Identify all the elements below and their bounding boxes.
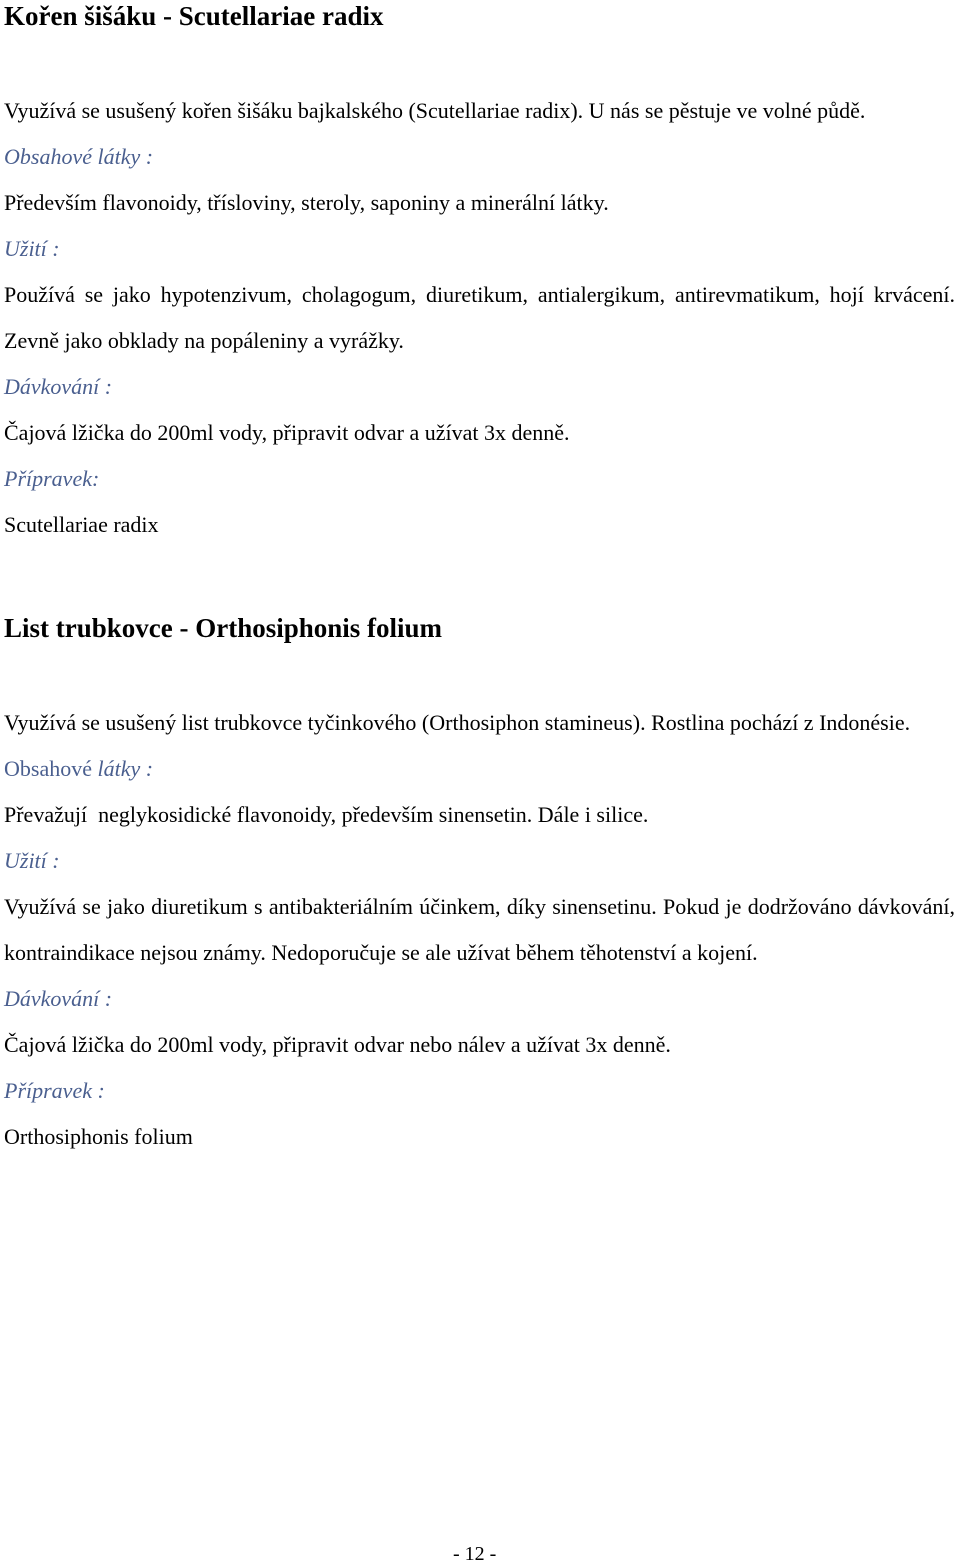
use-text-orthosiphon: Využívá se jako diuretikum s antibakteriálním účinkem, díky sinensetinu. Pokud je dodržováno dávkování, kontraindikace nejsou známy. Nedoporučuje se ale užívat během těhotenství a kojení. (4, 894, 955, 965)
document-page (4, 0, 955, 1160)
contents-label-scutellariae: Obsahové látky : (4, 144, 154, 169)
dosage-text-scutellariae: Čajová lžička do 200ml vody, připravit odvar a užívat 3x denně. (4, 420, 570, 445)
use-label-scutellariae: Užití : (4, 236, 60, 261)
intro-paragraph-scutellariae: Využívá se usušený kořen šišáku bajkalského (Scutellariae radix). U nás se pěstuje ve volné půdě. (4, 98, 866, 123)
product-text-orthosiphon: Orthosiphonis folium (4, 1124, 193, 1149)
section-heading-scutellariae: Kořen šišáku - Scutellariae radix (4, 1, 384, 31)
use-label-orthosiphon: Užití : (4, 848, 60, 873)
contents-label-orthosiphon-a: Obsahové (4, 756, 92, 781)
section-heading-orthosiphon: List trubkovce - Orthosiphonis folium (4, 613, 443, 643)
use-text-scutellariae: Používá se jako hypotenzivum, cholagogum, diuretikum, antialergikum, antirevmatikum, hojí krvácení. Zevně jako obklady na popáleniny a vyrážky. (4, 282, 955, 353)
contents-text-orthosiphon: Převažují neglykosidické flavonoidy, především sinensetin. Dále i silice. (4, 802, 649, 827)
dosage-label-scutellariae: Dávkování : (4, 374, 113, 399)
contents-label-orthosiphon (4, 746, 955, 792)
product-label-orthosiphon: Přípravek : (4, 1078, 105, 1103)
contents-text-scutellariae: Především flavonoidy, třísloviny, steroly, saponiny a minerální látky. (4, 190, 609, 215)
dosage-text-orthosiphon: Čajová lžička do 200ml vody, připravit odvar nebo nálev a užívat 3x denně. (4, 1032, 671, 1057)
contents-label-orthosiphon-b: látky : (91, 756, 154, 781)
product-label-scutellariae: Přípravek: (4, 466, 100, 491)
page-number: - 12 - (453, 1543, 497, 1565)
dosage-label-orthosiphon: Dávkování : (4, 986, 113, 1011)
intro-paragraph-orthosiphon: Využívá se usušený list trubkovce tyčinkového (Orthosiphon stamineus). Rostlina pochází z Indonésie. (4, 710, 911, 735)
product-text-scutellariae: Scutellariae radix (4, 512, 159, 537)
